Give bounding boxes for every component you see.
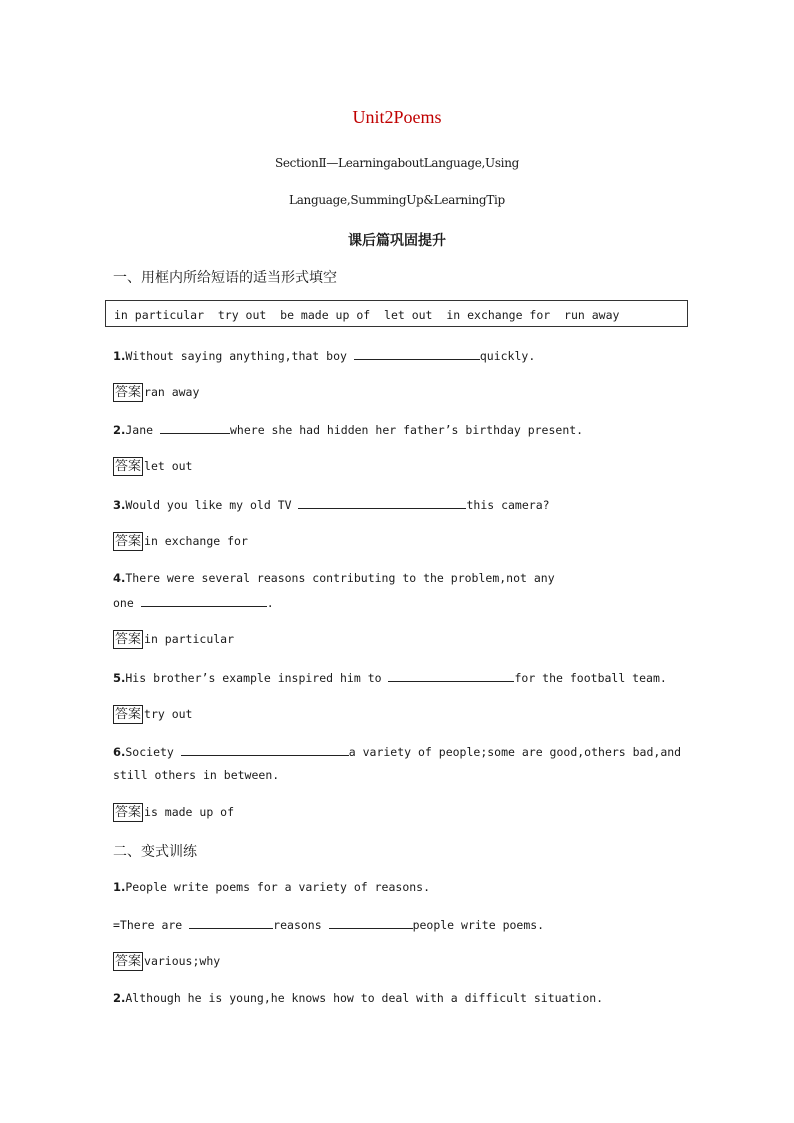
answer-text: let out (144, 459, 193, 473)
answer-4 (113, 630, 234, 649)
rewrite-text: people write poems. (412, 918, 545, 932)
page-title: Unit2Poems (352, 107, 442, 127)
rewrite-text: =There are (113, 918, 190, 932)
answer-2 (113, 457, 192, 476)
question-text: There were several reasons contributing to the problem,not any (125, 571, 555, 585)
transform-answer-1 (113, 952, 220, 971)
phrase-box (105, 300, 688, 327)
rewrite-text: reasons (273, 918, 329, 932)
answer-blank (329, 917, 413, 929)
answer-blank (354, 348, 480, 360)
answer-badge: 答案 (115, 805, 142, 820)
question-4-line2 (113, 595, 274, 610)
transform-question-1 (113, 880, 430, 894)
question-number: 2. (113, 423, 126, 437)
question-number: 1. (113, 880, 126, 894)
answer-text: various;why (144, 954, 221, 968)
question-text: a variety of people;some are good,others bad,and (348, 745, 682, 759)
exercise-heading: 课后篇巩固提升 (348, 233, 446, 249)
question-4 (113, 571, 555, 585)
question-2 (113, 422, 583, 437)
question-text: Jane (125, 423, 160, 437)
answer-1 (113, 383, 199, 402)
answer-badge: 答案 (115, 459, 142, 474)
question-text: Although he is young,he knows how to deal with a difficult situation. (125, 991, 604, 1005)
part1-title: 一、用框内所给短语的适当形式填空 (113, 270, 337, 286)
answer-blank (141, 595, 267, 607)
section-subtitle-line1: SectionⅡ—LearningaboutLanguage,Using (274, 156, 520, 170)
question-text: where she had hidden her father’s birthday present. (230, 423, 584, 437)
answer-badge: 答案 (115, 707, 142, 722)
question-number: 3. (113, 498, 126, 512)
answer-badge: 答案 (115, 632, 142, 647)
question-number: 1. (113, 349, 126, 363)
question-text: . (266, 596, 274, 610)
section-subtitle-line2: Language,SummingUp&LearningTip (289, 193, 505, 207)
question-text: People write poems for a variety of reasons. (125, 880, 431, 894)
question-text: one (113, 596, 141, 610)
answer-blank (160, 422, 230, 434)
question-number: 5. (113, 671, 126, 685)
answer-badge: 答案 (115, 385, 142, 400)
question-text: quickly. (479, 349, 536, 363)
question-1 (113, 348, 535, 363)
answer-text: in exchange for (144, 534, 248, 548)
answer-blank (181, 744, 349, 756)
answer-blank (298, 497, 466, 509)
answer-6 (113, 803, 234, 822)
answer-3 (113, 532, 248, 551)
answer-badge: 答案 (115, 954, 142, 969)
question-text: His brother’s example inspired him to (125, 671, 389, 685)
answer-blank (388, 670, 514, 682)
question-3 (113, 497, 550, 512)
phrase-list: in particular try out be made up of let out in exchange for run away (114, 308, 620, 322)
part2-title: 二、变式训练 (113, 844, 197, 860)
transform-rewrite-1 (113, 917, 544, 932)
question-text: Would you like my old TV (125, 498, 299, 512)
answer-text: in particular (144, 632, 235, 646)
question-6-line2: still others in between. (113, 768, 280, 782)
question-number: 4. (113, 571, 126, 585)
answer-badge: 答案 (115, 534, 142, 549)
answer-text: is made up of (144, 805, 235, 819)
answer-5 (113, 705, 192, 724)
question-text: Without saying anything,that boy (125, 349, 354, 363)
question-number: 6. (113, 745, 126, 759)
question-text: this camera? (466, 498, 550, 512)
transform-question-2 (113, 991, 603, 1005)
question-number: 2. (113, 991, 126, 1005)
question-6 (113, 744, 681, 759)
answer-text: ran away (144, 385, 200, 399)
question-text: Society (125, 745, 181, 759)
question-5 (113, 670, 667, 685)
answer-text: try out (144, 707, 193, 721)
question-text: for the football team. (514, 671, 667, 685)
answer-blank (189, 917, 273, 929)
